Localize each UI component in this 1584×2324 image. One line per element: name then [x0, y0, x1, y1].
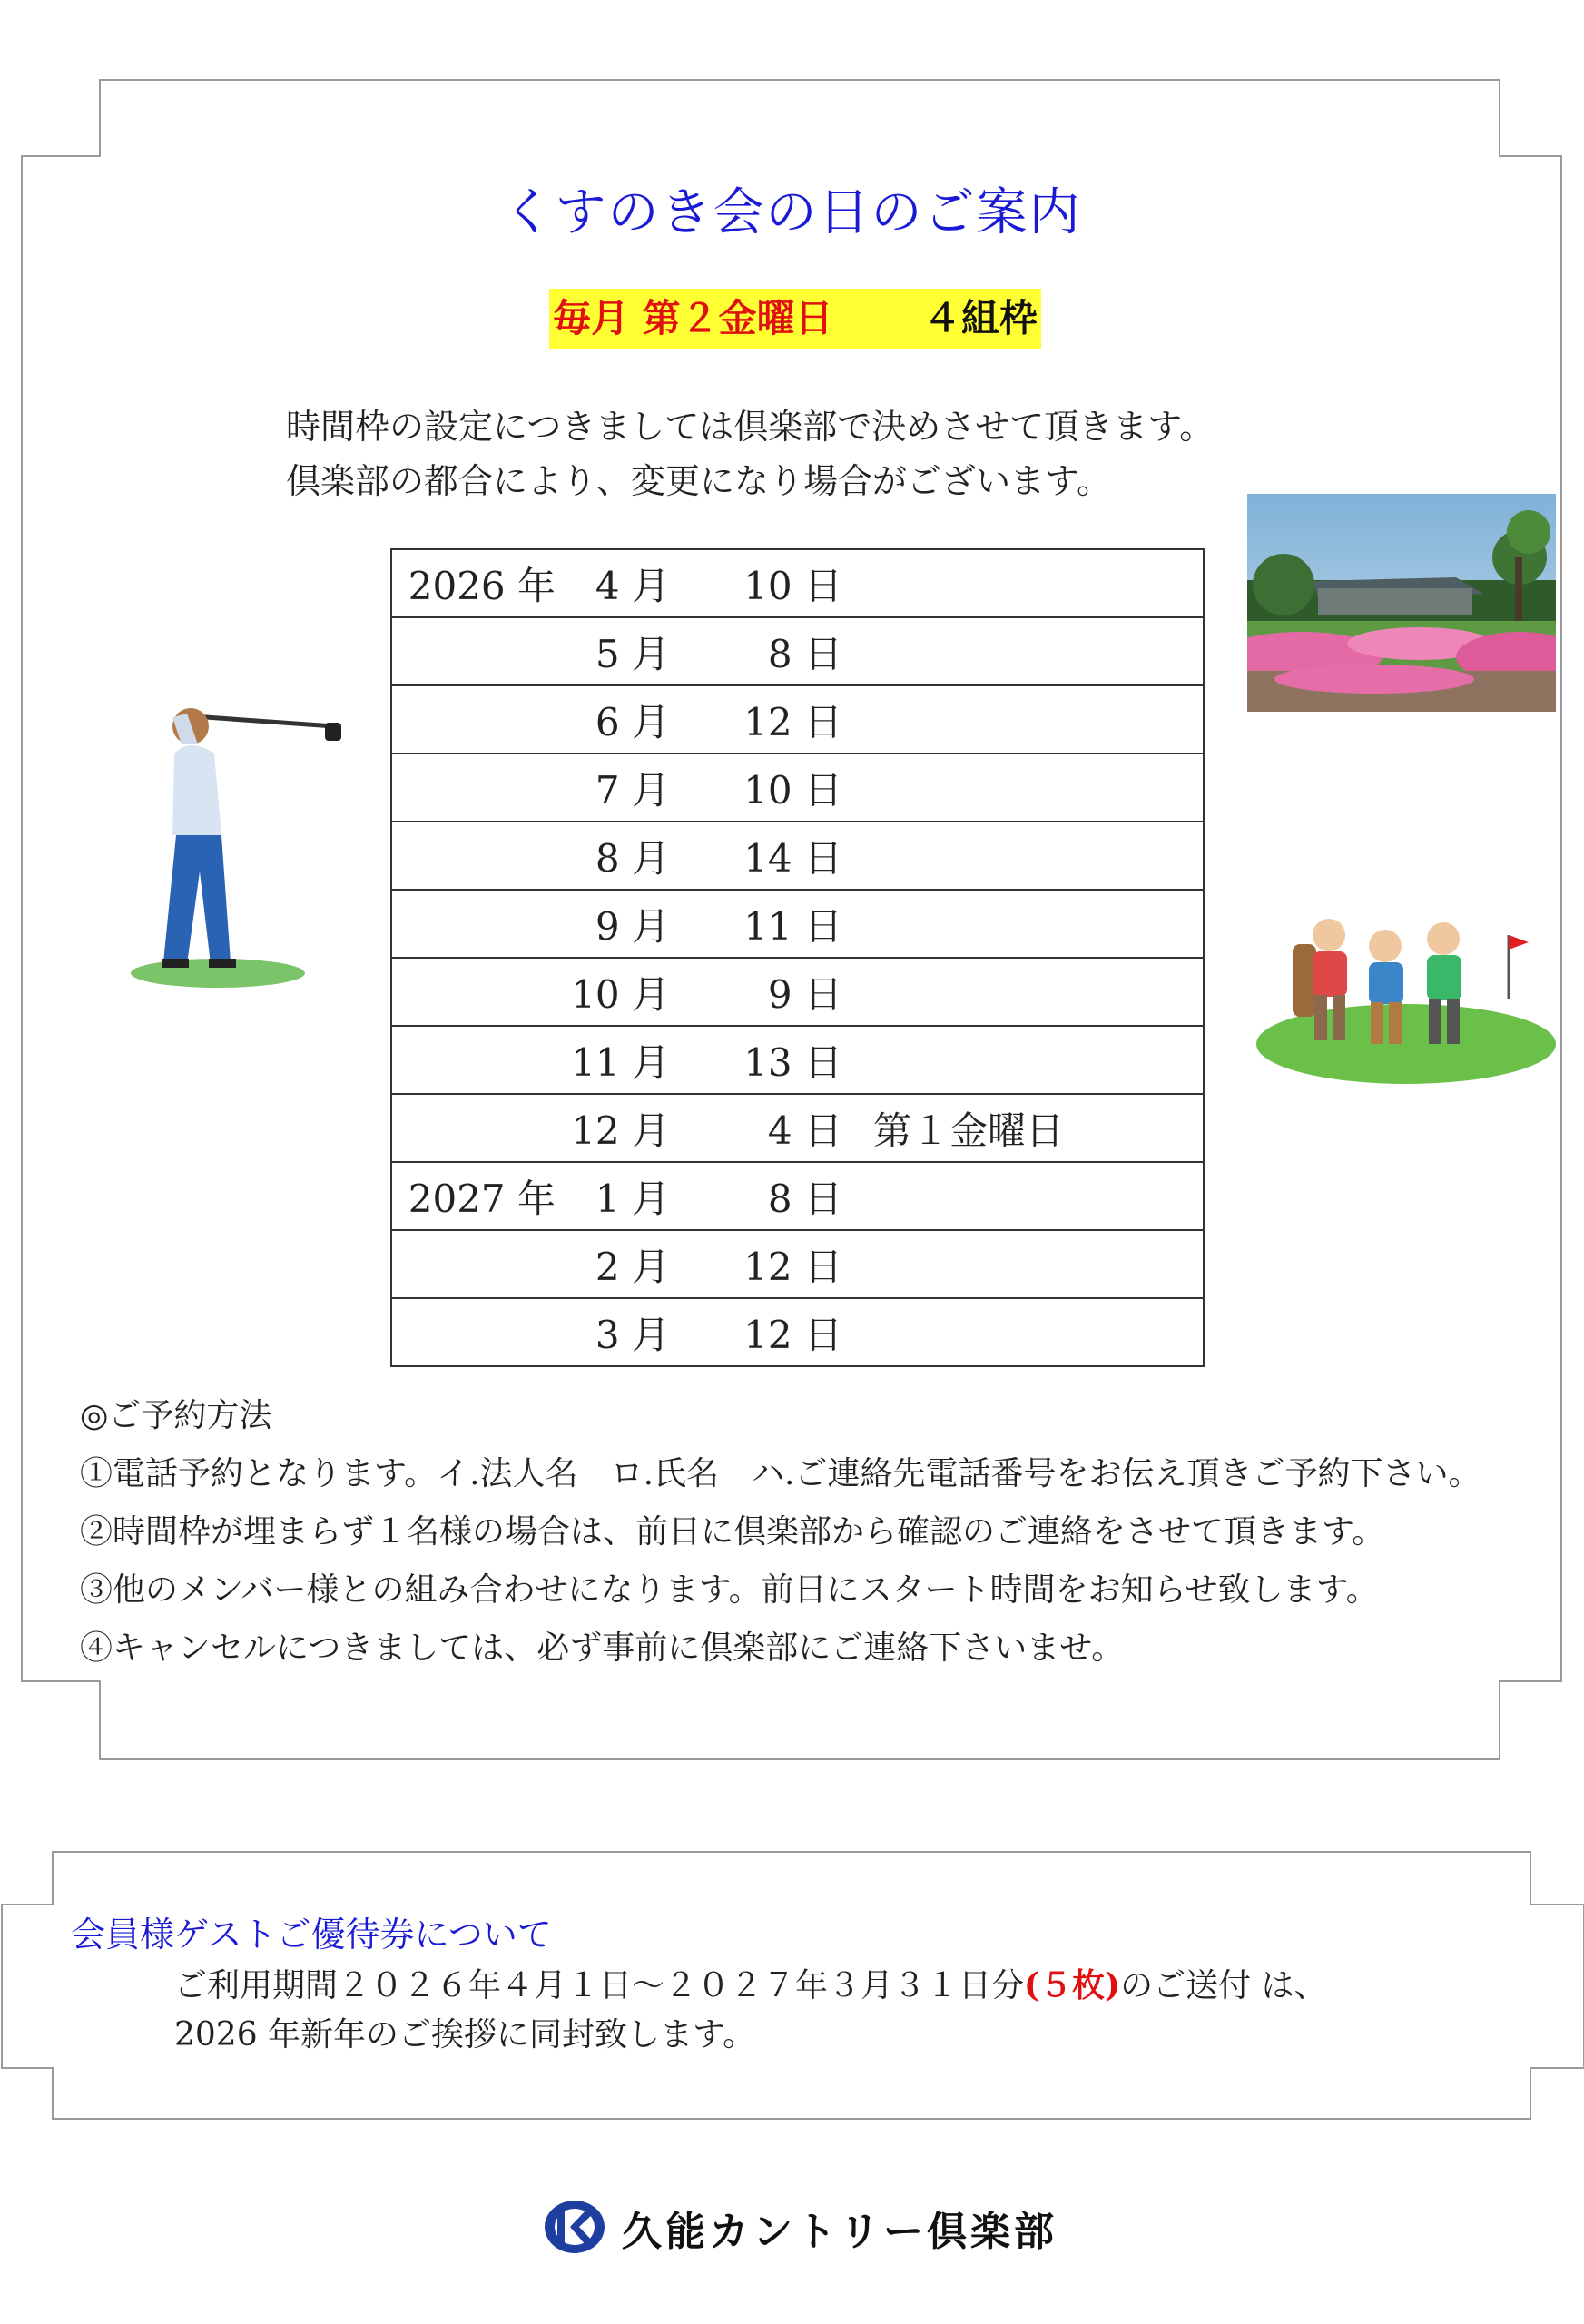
- reservation-heading: ◎ご予約方法: [80, 1397, 272, 1434]
- date-month: 9 月: [561, 890, 670, 958]
- date-year: [391, 958, 561, 1026]
- guest-voucher-line2: 2026 年新年のご挨拶に同封致します。: [174, 2016, 756, 2053]
- date-day: 9 日: [670, 958, 848, 1026]
- date-note: [848, 890, 1204, 958]
- date-year: [391, 1094, 561, 1162]
- date-note: [848, 1026, 1204, 1094]
- date-day: 4 日: [670, 1094, 848, 1162]
- date-year: [391, 1026, 561, 1094]
- date-note: [848, 1298, 1204, 1366]
- intro-line: 時間枠の設定につきましては倶楽部で決めさせて頂きます。: [286, 407, 1215, 447]
- guest-voucher-line1: [174, 1961, 1327, 2011]
- date-month: 2 月: [561, 1230, 670, 1298]
- date-note: [848, 1162, 1204, 1230]
- date-row: [391, 958, 1204, 1026]
- schedule-slots: ４組枠: [922, 296, 1038, 340]
- date-note: [848, 958, 1204, 1026]
- date-row: [391, 890, 1204, 958]
- date-day: 8 日: [670, 1162, 848, 1230]
- date-note: [848, 1230, 1204, 1298]
- date-month: 3 月: [561, 1298, 670, 1366]
- date-note: [848, 685, 1204, 753]
- date-row: [391, 1162, 1204, 1230]
- date-row: [391, 685, 1204, 753]
- date-month: 8 月: [561, 822, 670, 890]
- date-year: [391, 822, 561, 890]
- date-year: [391, 890, 561, 958]
- date-day: 14 日: [670, 822, 848, 890]
- date-day: 13 日: [670, 1026, 848, 1094]
- intro-text: [286, 399, 1214, 508]
- date-day: 12 日: [670, 1298, 848, 1366]
- schedule-banner: [549, 289, 1041, 349]
- date-note: [848, 822, 1204, 890]
- reservation-item: ③他のメンバー様との組み合わせになります。前日にスタート時間をお知らせ致します。: [80, 1571, 1379, 1609]
- club-name: 久能カントリー倶楽部: [622, 2209, 1058, 2255]
- golf-clubhouse-photo: [1247, 494, 1556, 712]
- date-month: 1 月: [561, 1162, 670, 1230]
- date-year: 2026 年: [391, 549, 561, 617]
- dates-table: [390, 548, 1205, 1367]
- date-row: [391, 617, 1204, 685]
- date-month: 10 月: [561, 958, 670, 1026]
- guest-count: (５枚): [1024, 1966, 1121, 2004]
- date-note: [848, 617, 1204, 685]
- date-row: [391, 1230, 1204, 1298]
- date-day: 12 日: [670, 685, 848, 753]
- date-day: 10 日: [670, 549, 848, 617]
- date-month: 6 月: [561, 685, 670, 753]
- guest-send: のご送付 は、: [1120, 1967, 1327, 2004]
- date-day: 10 日: [670, 753, 848, 822]
- date-month: 11 月: [561, 1026, 670, 1094]
- date-month: 7 月: [561, 753, 670, 822]
- guest-voucher-title: 会員様ゲストご優待券について: [71, 1915, 552, 1955]
- reservation-item: ④キャンセルにつきましては、必ず事前に倶楽部にご連絡下さいませ。: [80, 1630, 1125, 1667]
- date-note: [848, 549, 1204, 617]
- date-year: [391, 685, 561, 753]
- date-row: [391, 1298, 1204, 1366]
- date-note: 第１金曜日: [848, 1094, 1204, 1162]
- date-day: 11 日: [670, 890, 848, 958]
- date-note: [848, 753, 1204, 822]
- schedule-monthly: 毎月: [553, 296, 630, 340]
- date-row: [391, 549, 1204, 617]
- date-month: 5 月: [561, 617, 670, 685]
- reservation-item: ①電話予約となります。イ.法人名 ロ.氏名 ハ.ご連絡先電話番号をお伝え頂きご予約下さい。: [80, 1455, 1481, 1492]
- reservation-item: ②時間枠が埋まらず１名様の場合は、前日に倶楽部から確認のご連絡をさせて頂きます。: [80, 1513, 1385, 1551]
- guest-period: ご利用期間２０２６年４月１日～２０２７年３月３１日分: [174, 1967, 1025, 2004]
- club-logo-icon: [543, 2199, 606, 2255]
- date-year: [391, 617, 561, 685]
- reservation-section: [80, 1387, 1481, 1678]
- golfer-illustration: [127, 690, 354, 999]
- date-day: 12 日: [670, 1230, 848, 1298]
- date-row: [391, 1026, 1204, 1094]
- intro-line: 倶楽部の都合により、変更になり場合がございます。: [286, 461, 1111, 501]
- guest-voucher-body: [174, 1961, 1327, 2060]
- date-month: 12 月: [561, 1094, 670, 1162]
- golfers-group-illustration: [1256, 908, 1556, 1089]
- date-row: [391, 753, 1204, 822]
- date-row: [391, 1094, 1204, 1162]
- date-year: [391, 753, 561, 822]
- schedule-day: 第２金曜日: [642, 296, 833, 340]
- date-year: [391, 1298, 561, 1366]
- date-year: 2027 年: [391, 1162, 561, 1230]
- date-row: [391, 822, 1204, 890]
- date-month: 4 月: [561, 549, 670, 617]
- page-title: くすのき会の日のご案内: [502, 183, 1082, 242]
- date-year: [391, 1230, 561, 1298]
- date-day: 8 日: [670, 617, 848, 685]
